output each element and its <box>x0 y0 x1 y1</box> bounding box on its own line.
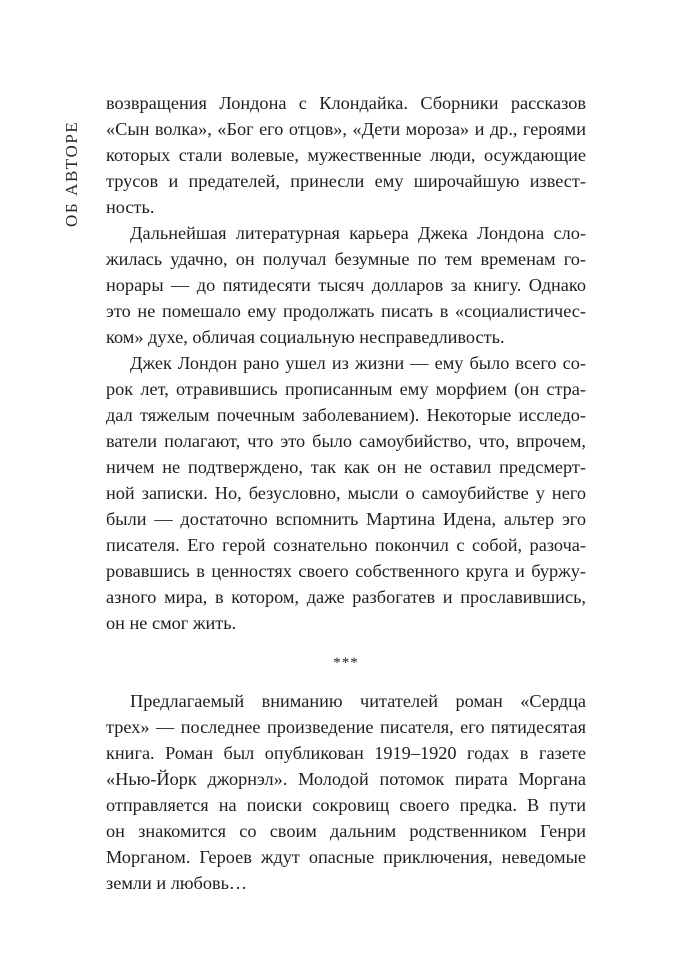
text-line: ной записки. Но, безусловно, мысли о самоубийстве у него <box>106 483 586 503</box>
text-line: ком» духе, обличая социальную несправедливость. <box>106 327 505 347</box>
text-line: ватели полагают, что это было самоубийство, что, впрочем, <box>106 431 586 451</box>
paragraph-career <box>106 220 586 350</box>
text-line: это не помешало ему продолжать писать в «социалистичес- <box>106 301 586 321</box>
text-line: ность. <box>106 197 155 217</box>
text-line: Джек Лондон рано ушел из жизни — ему было всего со- <box>130 353 586 373</box>
text-line: Морганом. Героев ждут опасные приключения, неведомые <box>106 847 586 867</box>
text-line: которых стали волевые, мужественные люди, осуждающие <box>106 145 586 165</box>
text-line: трусов и предателей, принесли ему широчайшую извест- <box>106 171 586 191</box>
text-line: ничем не подтверждено, так как он не оставил предсмерт- <box>106 457 586 477</box>
text-line: жилась удачно, он получал безумные по тем временам го- <box>106 249 586 269</box>
text-line: писателя. Его герой сознательно покончил с собой, разоча- <box>106 535 586 555</box>
text-line: дал тяжелым почечным заболеванием). Некоторые исследо- <box>106 405 586 425</box>
text-line: трех» — последнее произведение писателя, его пятидесятая <box>106 717 586 737</box>
text-line: норары — до пятидесяти тысяч долларов за книгу. Однако <box>106 275 586 295</box>
text-line: рок лет, отравившись прописанным ему морфием (он стра- <box>106 379 586 399</box>
paragraph-death <box>106 350 586 636</box>
text-line: отправляется на поиски сокровищ своего предка. В пути <box>106 795 586 815</box>
text-line: были — достаточно вспомнить Мартина Идена, альтер эго <box>106 509 586 529</box>
text-line: «Сын волка», «Бог его отцов», «Дети мороза» и др., героями <box>106 119 586 139</box>
paragraph-novel <box>106 688 586 896</box>
paragraph-continuation <box>106 90 586 220</box>
text-line: Дальнейшая литературная карьера Джека Лондона сло- <box>130 223 586 243</box>
text-line: он знакомится со своим дальним родственником Генри <box>106 821 586 841</box>
body-text <box>106 90 586 896</box>
text-line: земли и любовь… <box>106 873 248 893</box>
text-line: ровавшись в ценностях своего собственного круга и буржу- <box>106 561 586 581</box>
text-line: возвращения Лондона с Клондайка. Сборники рассказов <box>106 93 586 113</box>
text-line: книга. Роман был опубликован 1919–1920 годах в газете <box>106 743 586 763</box>
text-line: «Нью-Йорк джорнэл». Молодой потомок пирата Моргана <box>106 769 586 789</box>
section-separator: *** <box>333 655 359 671</box>
running-head-text: ОБ АВТОРЕ <box>62 120 81 227</box>
text-line: Предлагаемый вниманию читателей роман «Сердца <box>130 691 586 711</box>
text-line: азного мира, в котором, даже разбогатев и прославившись, <box>106 587 586 607</box>
running-head <box>61 97 83 227</box>
text-line: он не смог жить. <box>106 613 237 633</box>
